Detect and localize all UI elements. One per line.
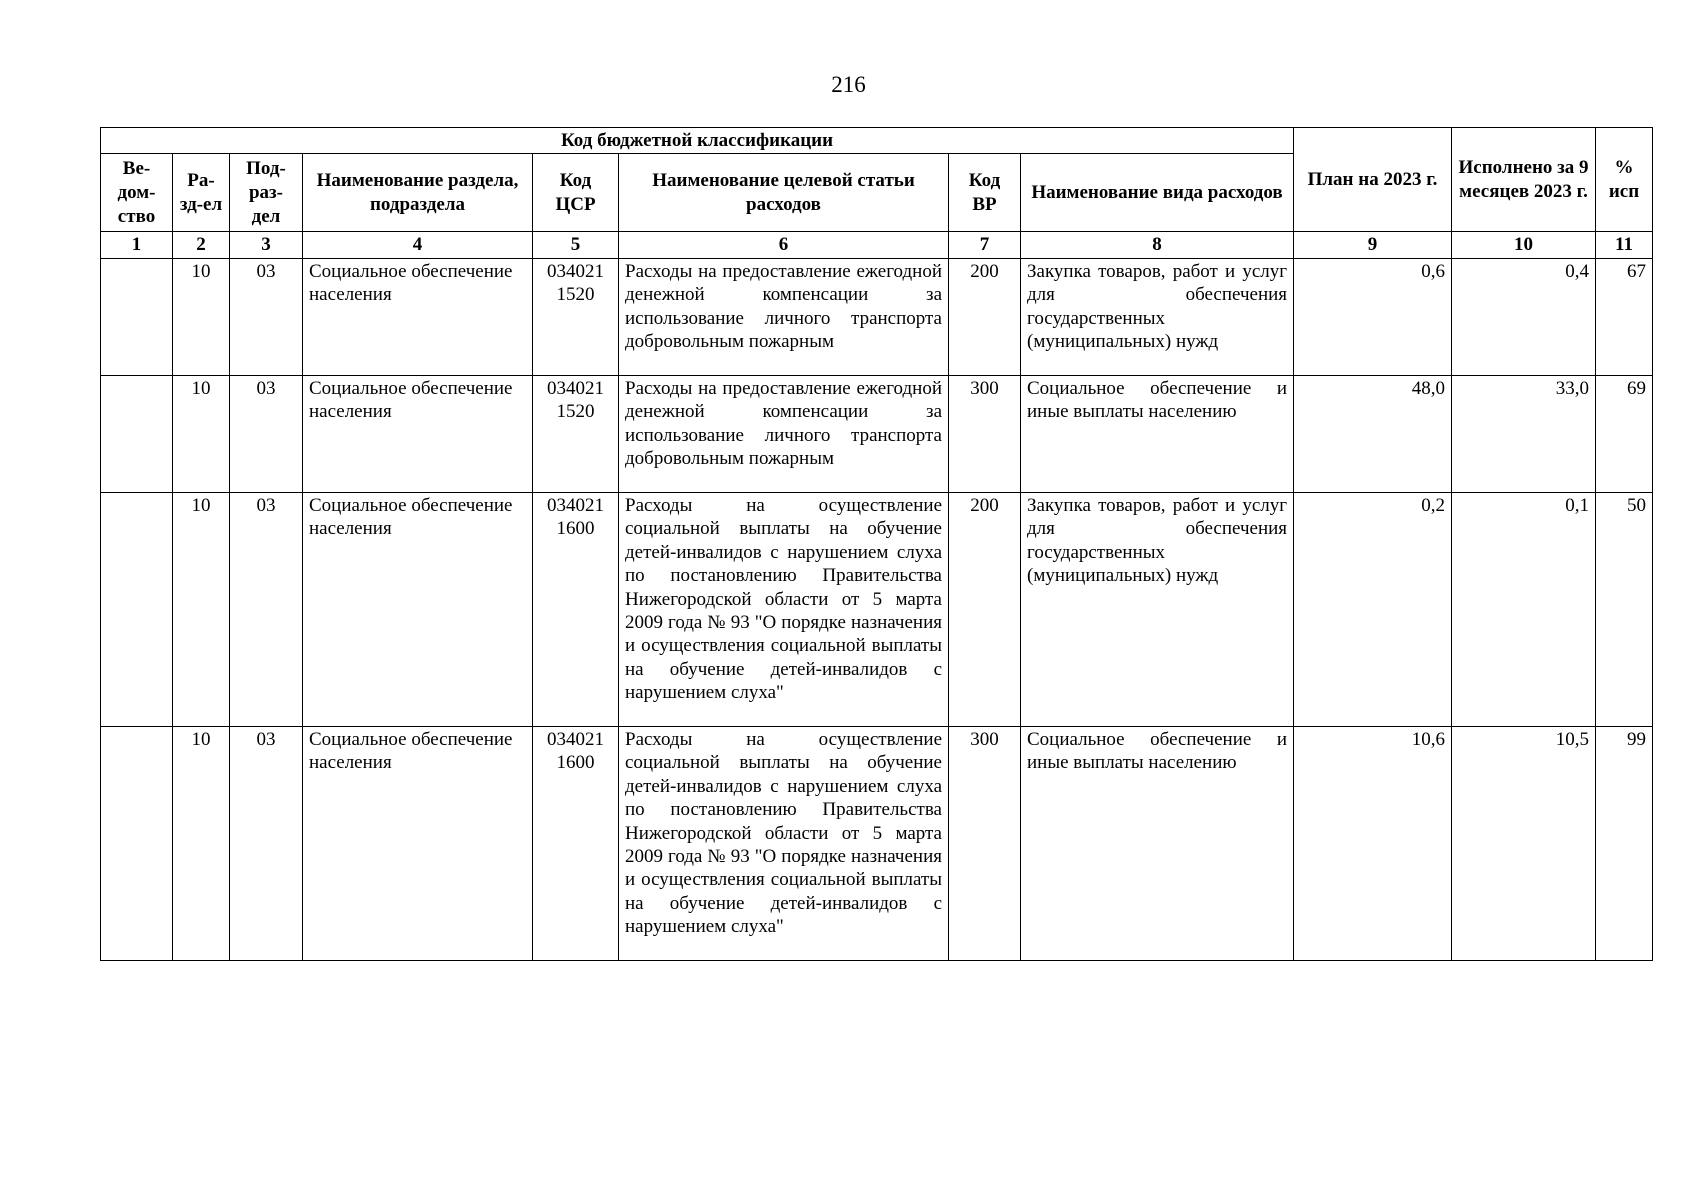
target-name-header: Наименование целевой статьи расходов [619, 154, 949, 232]
vedomstvo-header: Ве-дом-ство [101, 154, 173, 232]
razdel-name-header: Наименование раздела, подраздела [303, 154, 533, 232]
executed-header: Исполнено за 9 месяцев 2023 г. [1452, 128, 1596, 232]
target-name-cell: Расходы на предоставление ежегодной денежной компенсации за использование личного транспорта добровольным пожарным [619, 376, 949, 493]
razdel-header: Ра-зд-ел [173, 154, 230, 232]
column-number: 2 [173, 232, 230, 259]
percent-cell: 69 [1596, 376, 1653, 493]
expense-type-header: Наименование вида расходов [1021, 154, 1294, 232]
expense-type-cell: Социальное обеспечение и иные выплаты населению [1021, 376, 1294, 493]
expense-type-cell: Закупка товаров, работ и услуг для обеспечения государственных (муниципальных) нужд [1021, 259, 1294, 376]
expense-type-cell: Социальное обеспечение и иные выплаты населению [1021, 727, 1294, 961]
plan-cell: 10,6 [1294, 727, 1452, 961]
executed-cell: 0,1 [1452, 493, 1596, 727]
kod-csr-header: Код ЦСР [533, 154, 619, 232]
plan-cell: 0,6 [1294, 259, 1452, 376]
vedomstvo-cell [101, 727, 173, 961]
column-number: 6 [619, 232, 949, 259]
executed-cell: 10,5 [1452, 727, 1596, 961]
plan-header: План на 2023 г. [1294, 128, 1452, 232]
executed-cell: 0,4 [1452, 259, 1596, 376]
table-row [101, 493, 1653, 727]
percent-cell: 67 [1596, 259, 1653, 376]
column-number: 10 [1452, 232, 1596, 259]
kod-csr-cell: 034021 1520 [533, 376, 619, 493]
target-name-cell: Расходы на осуществление социальной выплаты на обучение детей-инвалидов с нарушением слуха по постановлению Правительства Нижегородской области от 5 марта 2009 года № 93 "О порядке назначения и осуществления социальной выплаты на обучение детей-инвалидов с нарушением слуха" [619, 727, 949, 961]
razdel-name-cell: Социальное обеспечение населения [303, 259, 533, 376]
budget-classification-header: Код бюджетной классификации [101, 128, 1294, 154]
kod-csr-cell: 034021 1600 [533, 493, 619, 727]
kod-vr-cell: 300 [949, 727, 1021, 961]
column-number: 9 [1294, 232, 1452, 259]
podrazdel-cell: 03 [230, 376, 303, 493]
vedomstvo-cell [101, 493, 173, 727]
column-number-row [101, 232, 1653, 259]
target-name-cell: Расходы на предоставление ежегодной денежной компенсации за использование личного транспорта добровольным пожарным [619, 259, 949, 376]
plan-cell: 0,2 [1294, 493, 1452, 727]
percent-cell: 50 [1596, 493, 1653, 727]
razdel-name-cell: Социальное обеспечение населения [303, 493, 533, 727]
expense-type-cell: Закупка товаров, работ и услуг для обеспечения государственных (муниципальных) нужд [1021, 493, 1294, 727]
column-number: 4 [303, 232, 533, 259]
table-row [101, 727, 1653, 961]
razdel-cell: 10 [173, 259, 230, 376]
column-number: 7 [949, 232, 1021, 259]
razdel-name-cell: Социальное обеспечение населения [303, 727, 533, 961]
table-row [101, 259, 1653, 376]
kod-vr-header: Код ВР [949, 154, 1021, 232]
podrazdel-cell: 03 [230, 493, 303, 727]
budget-execution-table [100, 127, 1653, 961]
podrazdel-header: Под-раз-дел [230, 154, 303, 232]
column-number: 5 [533, 232, 619, 259]
kod-csr-cell: 034021 1600 [533, 727, 619, 961]
column-number: 11 [1596, 232, 1653, 259]
kod-vr-cell: 300 [949, 376, 1021, 493]
razdel-cell: 10 [173, 727, 230, 961]
plan-cell: 48,0 [1294, 376, 1452, 493]
target-name-cell: Расходы на осуществление социальной выплаты на обучение детей-инвалидов с нарушением слуха по постановлению Правительства Нижегородской области от 5 марта 2009 года № 93 "О порядке назначения и осуществления социальной выплаты на обучение детей-инвалидов с нарушением слуха" [619, 493, 949, 727]
kod-vr-cell: 200 [949, 493, 1021, 727]
podrazdel-cell: 03 [230, 727, 303, 961]
column-number: 3 [230, 232, 303, 259]
page-number: 216 [831, 72, 866, 97]
percent-cell: 99 [1596, 727, 1653, 961]
vedomstvo-cell [101, 376, 173, 493]
column-number: 8 [1021, 232, 1294, 259]
kod-csr-cell: 034021 1520 [533, 259, 619, 376]
razdel-cell: 10 [173, 493, 230, 727]
vedomstvo-cell [101, 259, 173, 376]
razdel-name-cell: Социальное обеспечение населения [303, 376, 533, 493]
razdel-cell: 10 [173, 376, 230, 493]
executed-cell: 33,0 [1452, 376, 1596, 493]
kod-vr-cell: 200 [949, 259, 1021, 376]
podrazdel-cell: 03 [230, 259, 303, 376]
table-row [101, 376, 1653, 493]
column-number: 1 [101, 232, 173, 259]
percent-header: % исп [1596, 128, 1653, 232]
